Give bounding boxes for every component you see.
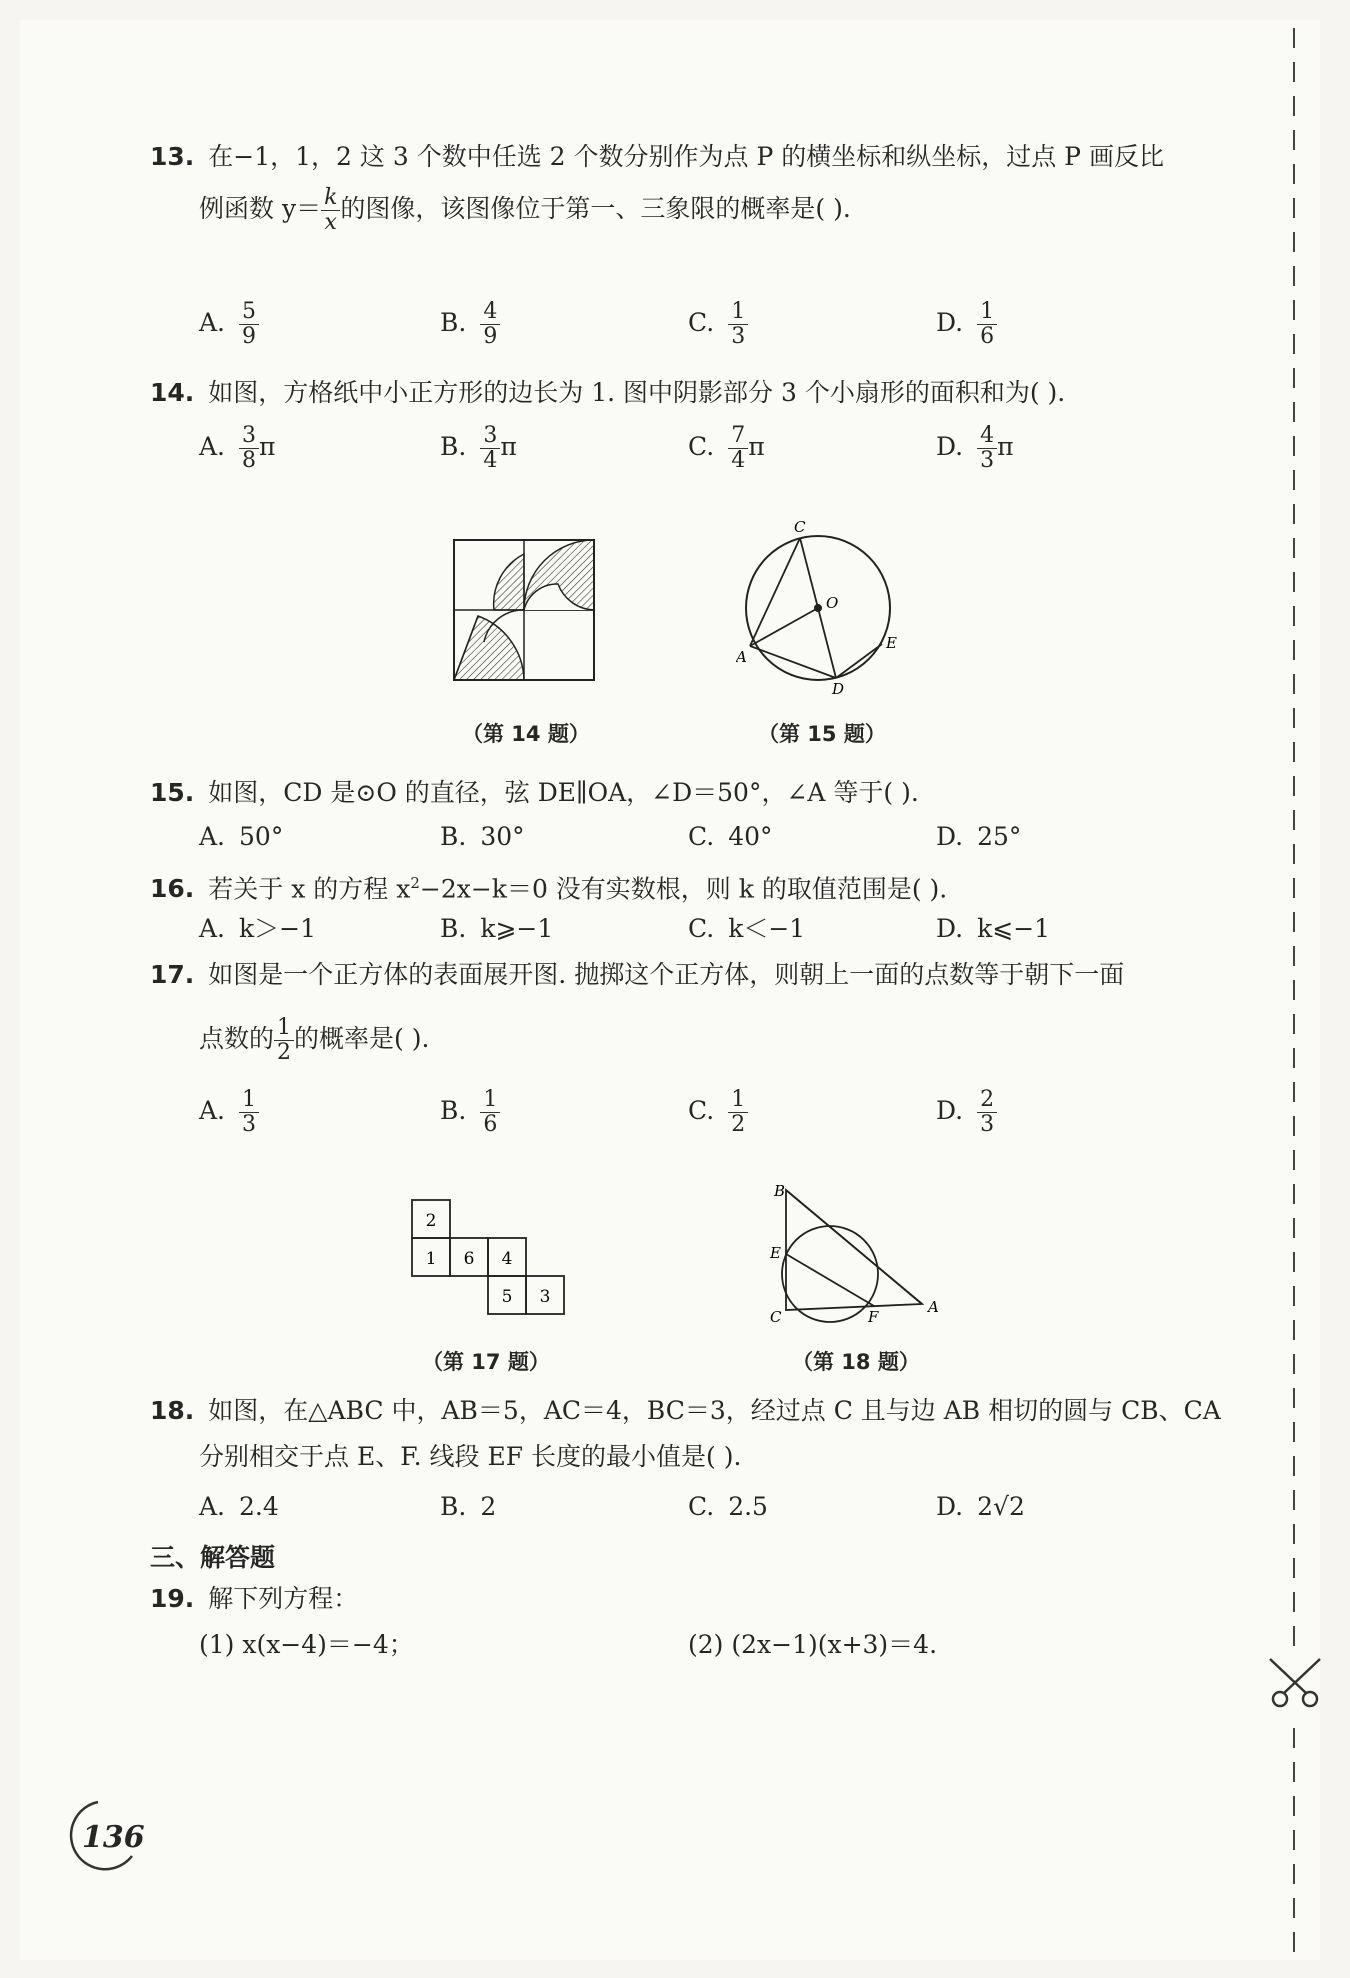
label-b: B (774, 1182, 786, 1200)
fraction-denominator: 4 (731, 448, 746, 473)
option-label: A. (199, 822, 226, 851)
figure-14-grid (452, 538, 596, 682)
cut-line-dash (1293, 1354, 1295, 1374)
option-label: D. (936, 432, 964, 461)
pi-symbol: π (997, 432, 1014, 461)
question-text: 如图，方格纸中小正方形的边长为 1. 图中阴影部分 3 个小扇形的面积和为( ). (208, 378, 1066, 407)
question-number: 19. (150, 1584, 195, 1613)
q17-option-c[interactable] (688, 1088, 748, 1137)
net-number: 1 (425, 1249, 437, 1269)
cut-line-dash (1293, 470, 1295, 490)
cut-line-dash (1293, 436, 1295, 456)
fraction (239, 1088, 259, 1137)
cut-line-dash (1293, 1796, 1295, 1816)
label-c: C (794, 518, 806, 536)
question-number: 17. (150, 960, 195, 989)
net-number: 6 (463, 1249, 475, 1269)
question-16-line1 (150, 866, 947, 906)
net-number: 2 (425, 1211, 437, 1231)
cut-line-dash (1293, 1320, 1295, 1340)
option-label: A. (199, 914, 226, 943)
fraction-denominator: 2 (731, 1112, 746, 1137)
label-c: C (770, 1308, 782, 1326)
fraction-numerator: 1 (274, 1016, 294, 1041)
q15-option-d[interactable] (936, 820, 1021, 854)
question-number: 16. (150, 874, 195, 904)
cut-line-dash (1293, 708, 1295, 728)
fraction (977, 424, 997, 473)
cut-line-dash (1293, 1150, 1295, 1170)
q14-option-c[interactable] (688, 424, 765, 473)
question-number: 18. (150, 1396, 195, 1425)
fraction (480, 300, 500, 349)
fraction-denominator: 6 (483, 1112, 498, 1137)
cut-line-dash (1293, 300, 1295, 320)
q19-part-2: (2) (2x−1)(x+3)＝4. (688, 1630, 938, 1659)
cut-line-dash (1293, 1014, 1295, 1034)
label-d: D (832, 680, 845, 696)
option-text: 2.4 (239, 1492, 279, 1521)
label-f: F (868, 1308, 879, 1326)
radius-oa (750, 608, 818, 646)
cut-line-dash (1293, 198, 1295, 218)
cut-line-dash (1293, 1558, 1295, 1578)
fraction-numerator: 1 (728, 1088, 748, 1113)
option-label: B. (440, 822, 467, 851)
shaded-sector (494, 554, 524, 610)
fraction (321, 186, 340, 235)
q17-option-d[interactable] (936, 1088, 997, 1137)
cut-line-dash (1293, 96, 1295, 116)
cut-line-dash (1293, 130, 1295, 150)
q15-option-c[interactable] (688, 820, 773, 854)
cut-line-dash (1293, 1422, 1295, 1442)
figure-caption: （第 14 题） (462, 722, 590, 746)
cut-line-dash (1293, 1456, 1295, 1476)
cut-line-dash (1293, 844, 1295, 864)
option-label: B. (440, 308, 467, 337)
question-13-line1 (150, 140, 1164, 174)
question-17-line1 (150, 958, 1124, 992)
figure-caption: （第 15 题） (758, 722, 886, 746)
cut-line-dash (1293, 776, 1295, 796)
fraction (480, 1088, 500, 1137)
option-label: A. (199, 1096, 226, 1125)
fraction-numerator: 2 (977, 1088, 997, 1113)
fraction (239, 424, 259, 473)
question-text: 的概率是( ). (294, 1024, 430, 1053)
cut-line-dash (1293, 232, 1295, 252)
option-label: C. (688, 1096, 715, 1125)
label-e: E (770, 1244, 781, 1262)
question-text: 的图像，该图像位于第一、三象限的概率是( ). (340, 194, 851, 223)
option-label: D. (936, 822, 964, 851)
fraction-numerator: k (321, 186, 340, 211)
cut-line-dash (1293, 334, 1295, 354)
fraction-numerator: 1 (977, 300, 997, 325)
q18-option-d[interactable] (936, 1490, 1025, 1524)
cut-line-dash (1293, 1116, 1295, 1136)
q17-option-a[interactable] (199, 1088, 259, 1137)
q16-option-a[interactable] (199, 912, 316, 946)
fraction-denominator: 3 (242, 1112, 257, 1137)
question-text: 在−1，1，2 这 3 个数中任选 2 个数分别作为点 P 的横坐标和纵坐标，过点 P 画反比 (208, 142, 1164, 171)
cut-line-dash (1293, 946, 1295, 966)
figure-caption: （第 17 题） (422, 1350, 550, 1374)
fraction-numerator: 4 (977, 424, 997, 449)
cut-line-dash (1293, 266, 1295, 286)
cut-line-dash (1293, 1218, 1295, 1238)
fraction-denominator: 3 (980, 1112, 995, 1137)
option-label: B. (440, 1492, 467, 1521)
question-18-line1 (150, 1394, 1221, 1428)
option-label: B. (440, 432, 467, 461)
q18-option-a[interactable] (199, 1490, 279, 1524)
question-text: −2x−k＝0 没有实数根，则 k 的取值范围是( ). (419, 874, 948, 904)
question-text: 解下列方程： (208, 1584, 359, 1613)
q14-option-b[interactable] (440, 424, 517, 473)
fraction (728, 424, 748, 473)
fraction (728, 300, 748, 349)
option-text: k＞−1 (239, 914, 317, 943)
option-label: B. (440, 914, 467, 943)
option-label: A. (199, 308, 226, 337)
question-text: 点数的 (199, 1024, 275, 1053)
segment-ef (786, 1254, 874, 1306)
q14-option-d[interactable] (936, 424, 1014, 473)
option-label: D. (936, 1096, 964, 1125)
fraction-denominator: 9 (242, 324, 257, 349)
question-13-line2 (199, 186, 851, 235)
net-number: 5 (501, 1287, 513, 1307)
option-text: k⩾−1 (480, 914, 554, 943)
cut-line-dash (1293, 1626, 1295, 1646)
net-number: 3 (539, 1287, 551, 1307)
question-number: 13. (150, 142, 195, 171)
q18-option-b[interactable] (440, 1490, 496, 1524)
question-text: 若关于 x 的方程 x (208, 874, 411, 904)
fraction (274, 1016, 294, 1065)
option-label: D. (936, 1492, 964, 1521)
question-number: 14. (150, 378, 195, 407)
fraction (239, 300, 259, 349)
cut-line-dash (1293, 1286, 1295, 1306)
cut-line-dash (1293, 1762, 1295, 1782)
option-text: 2√2 (977, 1492, 1025, 1521)
pi-symbol: π (500, 432, 517, 461)
shaded-sector (454, 616, 524, 680)
option-label: C. (688, 432, 715, 461)
option-text: 50° (239, 822, 284, 851)
option-label: D. (936, 914, 964, 943)
q18-option-c[interactable] (688, 1490, 768, 1524)
option-label: D. (936, 308, 964, 337)
fraction-numerator: 4 (480, 300, 500, 325)
cut-line-dash (1293, 674, 1295, 694)
figure-15-circle (736, 516, 916, 696)
q14-option-a[interactable] (199, 424, 275, 473)
fraction-numerator: 1 (480, 1088, 500, 1113)
option-text: 2 (480, 1492, 497, 1521)
cut-line-dash (1293, 1252, 1295, 1272)
cut-line-dash (1293, 1490, 1295, 1510)
question-14-line1 (150, 376, 1065, 410)
question-text: 如图，CD 是⊙O 的直径，弦 DE∥OA，∠D＝50°，∠A 等于( ). (208, 778, 919, 807)
fraction-denominator: 6 (980, 324, 995, 349)
fraction-denominator: 3 (980, 448, 995, 473)
cut-line-dash (1293, 1048, 1295, 1068)
cut-line-dash (1293, 1932, 1295, 1952)
question-19-line1 (150, 1582, 358, 1616)
cut-line-dash (1293, 912, 1295, 932)
cut-line-dash (1293, 402, 1295, 422)
fraction-denominator: 4 (483, 448, 498, 473)
figure-18-triangle (762, 1176, 952, 1326)
option-text: 30° (480, 822, 525, 851)
q13-option-a[interactable] (199, 300, 259, 349)
question-text: 如图，在△ABC 中，AB＝5，AC＝4，BC＝3，经过点 C 且与边 AB 相切的圆与 CB、CA (208, 1396, 1221, 1425)
fraction-numerator: 3 (239, 424, 259, 449)
page-number: 136 (82, 1820, 145, 1855)
question-18-line2 (199, 1440, 741, 1474)
option-text: 40° (728, 822, 773, 851)
cut-line-dash (1293, 62, 1295, 82)
q16-option-b[interactable] (440, 912, 553, 946)
pi-symbol: π (748, 432, 765, 461)
fraction-denominator: 3 (731, 324, 746, 349)
section-heading: 三、解答题 (150, 1543, 276, 1572)
option-label: C. (688, 308, 715, 337)
cut-line-dash (1293, 1830, 1295, 1850)
fraction-numerator: 5 (239, 300, 259, 325)
question-text: 分别相交于点 E、F. 线段 EF 长度的最小值是( ). (199, 1442, 742, 1471)
cut-line-dash (1293, 1898, 1295, 1918)
cut-line-dash (1293, 810, 1295, 830)
fraction-numerator: 1 (728, 300, 748, 325)
fraction-numerator: 1 (239, 1088, 259, 1113)
figure-17-cube-net (410, 1198, 566, 1316)
chord-ad (750, 646, 836, 678)
cut-line-dash (1293, 980, 1295, 1000)
option-label: A. (199, 432, 226, 461)
q15-option-a[interactable] (199, 820, 283, 854)
cut-line-dash (1293, 1864, 1295, 1884)
superscript: 2 (410, 874, 420, 892)
option-text: k⩽−1 (977, 914, 1051, 943)
cut-line-dash (1293, 1184, 1295, 1204)
cut-line-dash (1293, 164, 1295, 184)
fraction (728, 1088, 748, 1137)
q17-option-b[interactable] (440, 1088, 500, 1137)
q13-option-c[interactable] (688, 300, 748, 349)
cut-line-dash (1293, 878, 1295, 898)
question-number: 15. (150, 778, 195, 807)
q15-option-b[interactable] (440, 820, 525, 854)
fraction-numerator: 7 (728, 424, 748, 449)
cut-line-dash (1293, 1388, 1295, 1408)
q13-option-b[interactable] (440, 300, 500, 349)
cut-line-dash (1293, 1524, 1295, 1544)
cut-line-dash (1293, 572, 1295, 592)
cut-line-dash (1293, 742, 1295, 762)
fraction-denominator: 8 (242, 448, 257, 473)
fraction-numerator: 3 (480, 424, 500, 449)
q16-option-c[interactable] (688, 912, 805, 946)
fraction-denominator: x (324, 210, 337, 235)
option-text: k＜−1 (728, 914, 806, 943)
cut-line-dash (1293, 538, 1295, 558)
option-label: A. (199, 1492, 226, 1521)
option-text: 2.5 (728, 1492, 768, 1521)
question-17-line2 (199, 1016, 429, 1065)
chord-ca (750, 538, 800, 646)
question-text: 例函数 y＝ (199, 194, 322, 223)
label-a: A (928, 1298, 939, 1316)
cut-line-dash (1293, 504, 1295, 524)
cut-line-dash (1293, 368, 1295, 388)
center-point (814, 604, 822, 612)
net-number: 4 (501, 1249, 513, 1269)
option-text: 25° (977, 822, 1022, 851)
chord-de (836, 644, 882, 678)
side-ab (786, 1190, 922, 1304)
q19-part-1: (1) x(x−4)＝−4； (199, 1630, 414, 1659)
cut-line-dash (1293, 640, 1295, 660)
fraction-denominator: 2 (277, 1040, 292, 1065)
label-o: O (826, 594, 839, 612)
cut-line-dash (1293, 606, 1295, 626)
label-e: E (886, 634, 897, 652)
cut-line-dash (1293, 28, 1295, 48)
fraction (977, 1088, 997, 1137)
figure-caption: （第 18 题） (792, 1350, 920, 1374)
option-label: C. (688, 914, 715, 943)
cut-line-dash (1293, 1082, 1295, 1102)
fraction-denominator: 9 (483, 324, 498, 349)
scissors-icon (1266, 1655, 1324, 1709)
cut-line-dash (1293, 1728, 1295, 1748)
option-label: C. (688, 822, 715, 851)
question-15-line1 (150, 776, 919, 810)
question-text: 如图是一个正方体的表面展开图. 抛掷这个正方体，则朝上一面的点数等于朝下一面 (208, 960, 1125, 989)
option-label: B. (440, 1096, 467, 1125)
fraction (480, 424, 500, 473)
option-label: C. (688, 1492, 715, 1521)
fraction (977, 300, 997, 349)
cut-line-dash (1293, 1592, 1295, 1612)
q13-option-d[interactable] (936, 300, 997, 349)
q16-option-d[interactable] (936, 912, 1050, 946)
pi-symbol: π (259, 432, 276, 461)
label-a: A (736, 648, 747, 666)
